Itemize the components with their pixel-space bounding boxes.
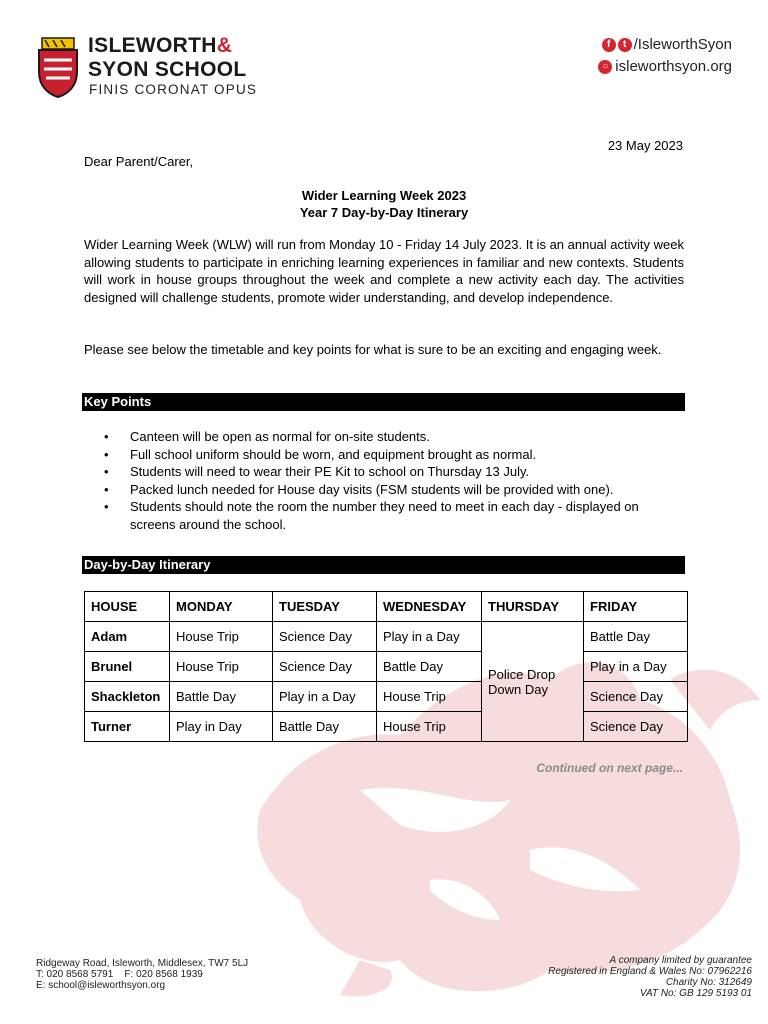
itinerary-heading: Day-by-Day Itinerary	[82, 556, 685, 574]
globe-icon: ○	[598, 60, 612, 74]
table-row	[85, 652, 688, 682]
greeting: Dear Parent/Carer,	[84, 154, 194, 169]
continued-note: Continued on next page...	[536, 761, 683, 775]
house-cell: Turner	[85, 712, 170, 742]
intro-paragraph: Wider Learning Week (WLW) will run from Monday 10 - Friday 14 July 2023. It is an annual activity week allowing students to participate in enriching learning experiences in familiar and new contexts. Students will work in house groups throughout the week and complete a new activity each day. The activities designed will challenge students, promote wider understanding, and develop independence.	[84, 237, 684, 305]
school-name-line2: SYON SCHOOL	[88, 58, 247, 81]
table-cell: Play in a Day	[273, 682, 377, 712]
table-cell: Play in Day	[170, 712, 273, 742]
table-cell: House Trip	[377, 712, 482, 742]
table-cell: Battle Day	[377, 652, 482, 682]
column-header: MONDAY	[170, 592, 273, 622]
table-cell: Play in a Day	[377, 622, 482, 652]
twitter-icon[interactable]: t	[618, 38, 632, 52]
table-cell: Science Day	[584, 712, 688, 742]
footer-contact	[36, 958, 248, 991]
social-handle[interactable]: /IsleworthSyon	[633, 36, 732, 53]
column-header: HOUSE	[85, 592, 170, 622]
school-crest-icon	[36, 36, 80, 98]
footer-vat: VAT No: GB 129 5193 01	[639, 988, 752, 999]
timetable-paragraph: Please see below the timetable and key points for what is sure to be an exciting and engaging week.	[84, 342, 662, 357]
table-cell: House Trip	[170, 622, 273, 652]
list-item: • Canteen will be open as normal for on-site students.	[104, 428, 684, 446]
website-url[interactable]: isleworthsyon.org	[615, 58, 732, 75]
footer-company: A company limited by guarantee	[609, 955, 752, 966]
list-item: • Full school uniform should be worn, and equipment brought as normal.	[104, 446, 684, 464]
website-link	[598, 58, 732, 75]
letter-date: 23 May 2023	[607, 138, 683, 153]
table-cell: Battle Day	[170, 682, 273, 712]
table-cell: Play in a Day	[584, 652, 688, 682]
table-cell: House Trip	[377, 682, 482, 712]
thursday-merged-cell: Police Drop Down Day	[482, 622, 584, 742]
letter-subtitle: Year 7 Day-by-Day Itinerary	[299, 205, 469, 220]
footer-charity: Charity No: 312649	[665, 977, 752, 988]
table-cell: Science Day	[273, 652, 377, 682]
column-header: TUESDAY	[273, 592, 377, 622]
social-links	[602, 36, 732, 53]
footer-registered: Registered in England & Wales No: 07962216	[548, 966, 752, 977]
column-header: WEDNESDAY	[377, 592, 482, 622]
column-header: FRIDAY	[584, 592, 688, 622]
key-points-list	[104, 428, 684, 533]
list-item: • Packed lunch needed for House day visits (FSM students will be provided with one).	[104, 481, 684, 499]
list-item: • Students should note the room the number they need to meet in each day - displayed on screens around the school.	[104, 498, 684, 533]
table-row	[85, 622, 688, 652]
house-cell: Adam	[85, 622, 170, 652]
column-header: THURSDAY	[482, 592, 584, 622]
list-item: • Students will need to wear their PE Kit to school on Thursday 13 July.	[104, 463, 684, 481]
school-motto: FINIS CORONAT OPUS	[89, 82, 258, 97]
footer-legal	[548, 955, 752, 999]
facebook-icon[interactable]: f	[602, 38, 616, 52]
table-cell: Battle Day	[273, 712, 377, 742]
school-name-line1: ISLEWORTH&	[88, 34, 233, 57]
house-cell: Brunel	[85, 652, 170, 682]
footer-phone: T: 020 8568 5791	[36, 969, 114, 980]
footer-email[interactable]: E: school@isleworthsyon.org	[36, 980, 166, 991]
table-cell: Science Day	[273, 622, 377, 652]
footer-phones	[36, 969, 248, 980]
key-points-heading: Key Points	[82, 393, 685, 411]
house-cell: Shackleton	[85, 682, 170, 712]
table-row	[85, 682, 688, 712]
ampersand: &	[216, 34, 233, 57]
letter-title: Wider Learning Week 2023	[301, 188, 467, 203]
table-cell: House Trip	[170, 652, 273, 682]
footer-fax: F: 020 8568 1939	[124, 969, 203, 980]
table-cell: Science Day	[584, 682, 688, 712]
footer-address: Ridgeway Road, Isleworth, Middlesex, TW7 5LJ	[36, 958, 249, 969]
table-header-row	[85, 592, 688, 622]
table-cell: Battle Day	[584, 622, 688, 652]
table-row	[85, 712, 688, 742]
itinerary-table	[84, 591, 688, 742]
